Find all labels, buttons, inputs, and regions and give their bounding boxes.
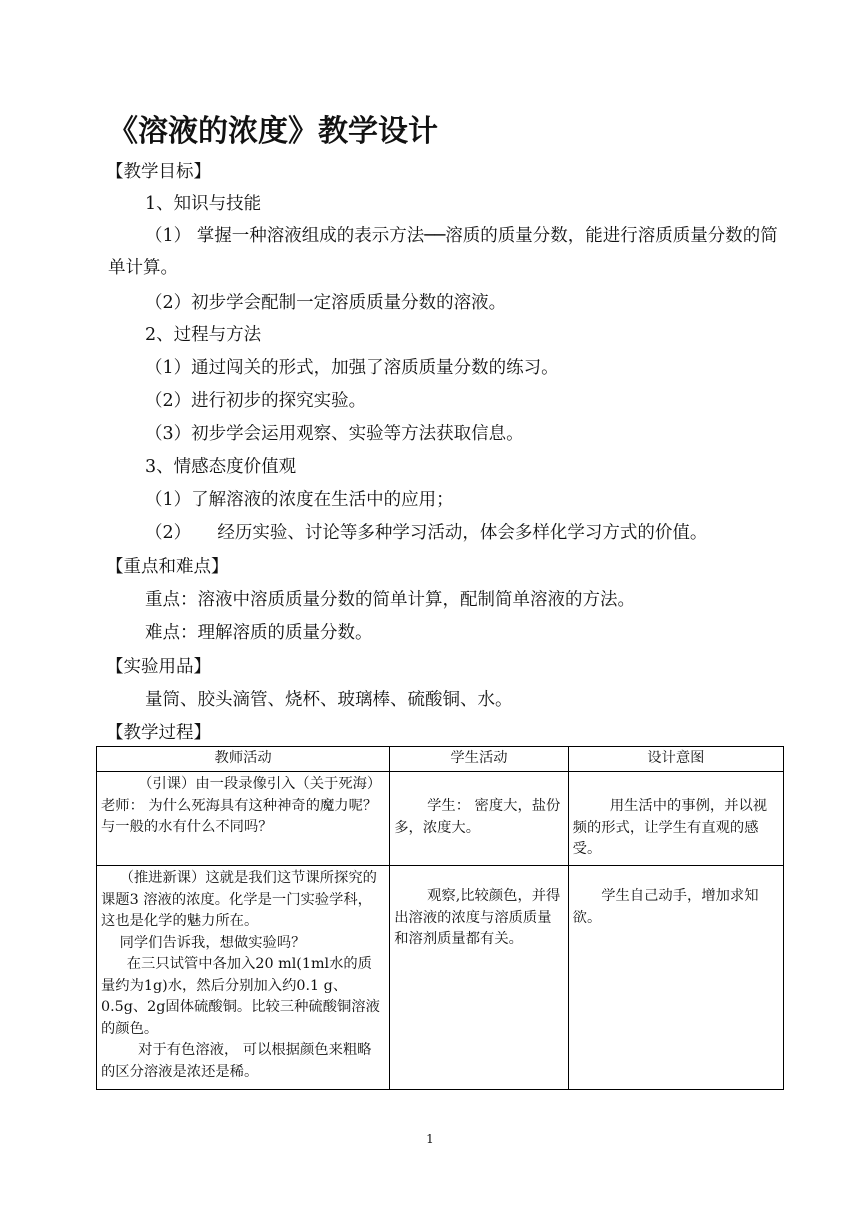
student-activity-cell [390,866,568,1090]
process-heading: 2、过程与方法 [145,325,262,345]
teacher-paragraph: （推进新课）这就是我们这节课所探究的课题3 溶液的浓度。化学是一门实验学科，这也是化学的魅力所在。 [101,870,377,929]
table-row [97,772,784,866]
header-design-intent: 设计意图 [568,747,783,772]
document-title: 《溶液的浓度》教学设计 [108,114,438,149]
table-row [97,866,784,1090]
knowledge-item-2: （2）初步学会配制一定溶质质量分数的溶液。 [145,293,507,313]
table-header-row [97,747,784,772]
materials-heading: 【实验用品】 [106,657,211,677]
design-intent-cell [568,772,783,866]
intent-paragraph: 学生自己动手，增加求知欲。 [572,888,759,926]
header-teacher-activity: 教师活动 [97,747,390,772]
intent-paragraph: 用生活中的事例，并以视频的形式，让学生有直观的感受。 [572,798,768,857]
teacher-activity-cell [97,772,390,866]
header-student-activity: 学生活动 [390,747,568,772]
emotion-item-2: （2） 经历实验、讨论等多种学习活动，体会多样化学习方式的价值。 [145,523,708,543]
student-paragraph: 观察,比较颜色，并得出溶液的浓度与溶质质量和溶剂质量都有关。 [394,888,561,947]
teacher-paragraph: （引课）由一段录像引入（关于死海） 老师： 为什么死海具有这种神奇的魔力呢？与一般的水有什么不同吗？ [101,776,382,835]
process-item-1: （1）通过闯关的形式，加强了溶质质量分数的练习。 [145,358,559,378]
student-activity-cell [390,772,568,866]
teaching-process-table [96,746,784,1090]
materials-list: 量筒、胶头滴管、烧杯、玻璃棒、硫酸铜、水。 [145,690,513,710]
emotion-item-1: （1）了解溶液的浓度在生活中的应用； [145,490,454,510]
key-point: 重点：溶液中溶质质量分数的简单计算，配制简单溶液的方法。 [145,590,635,610]
knowledge-item-1: （1） 掌握一种溶液组成的表示方法──溶质的质量分数，能进行溶质质量分数的简单计算。 [108,226,778,278]
procedure-heading: 【教学过程】 [106,723,211,743]
objectives-heading: 【教学目标】 [106,162,211,182]
teacher-paragraph: 对于有色溶液， 可以根据颜色来粗略的区分溶液是浓还是稀。 [101,1042,372,1080]
teacher-paragraph: 同学们告诉我，想做实验吗？ [119,934,306,951]
knowledge-heading: 1、知识与技能 [145,194,262,214]
key-heading: 【重点和难点】 [106,557,229,577]
design-intent-cell [568,866,783,1090]
emotion-heading: 3、情感态度价值观 [145,457,297,477]
difficult-point: 难点：理解溶质的质量分数。 [145,623,373,643]
teacher-activity-cell [97,866,390,1090]
process-item-3: （3）初步学会运用观察、实验等方法获取信息。 [145,424,524,444]
page-number: 1 [426,1132,434,1146]
process-item-2: （2）进行初步的探究实验。 [145,391,367,411]
student-paragraph: 学生： 密度大，盐份多，浓度大。 [394,798,561,836]
teacher-paragraph: 在三只试管中各加入20 ml(1ml水的质量约为1g)水，然后分别加入约0.1 g、0.5g、2g固体硫酸铜。比较三种硫酸铜溶液的颜色。 [101,956,380,1037]
